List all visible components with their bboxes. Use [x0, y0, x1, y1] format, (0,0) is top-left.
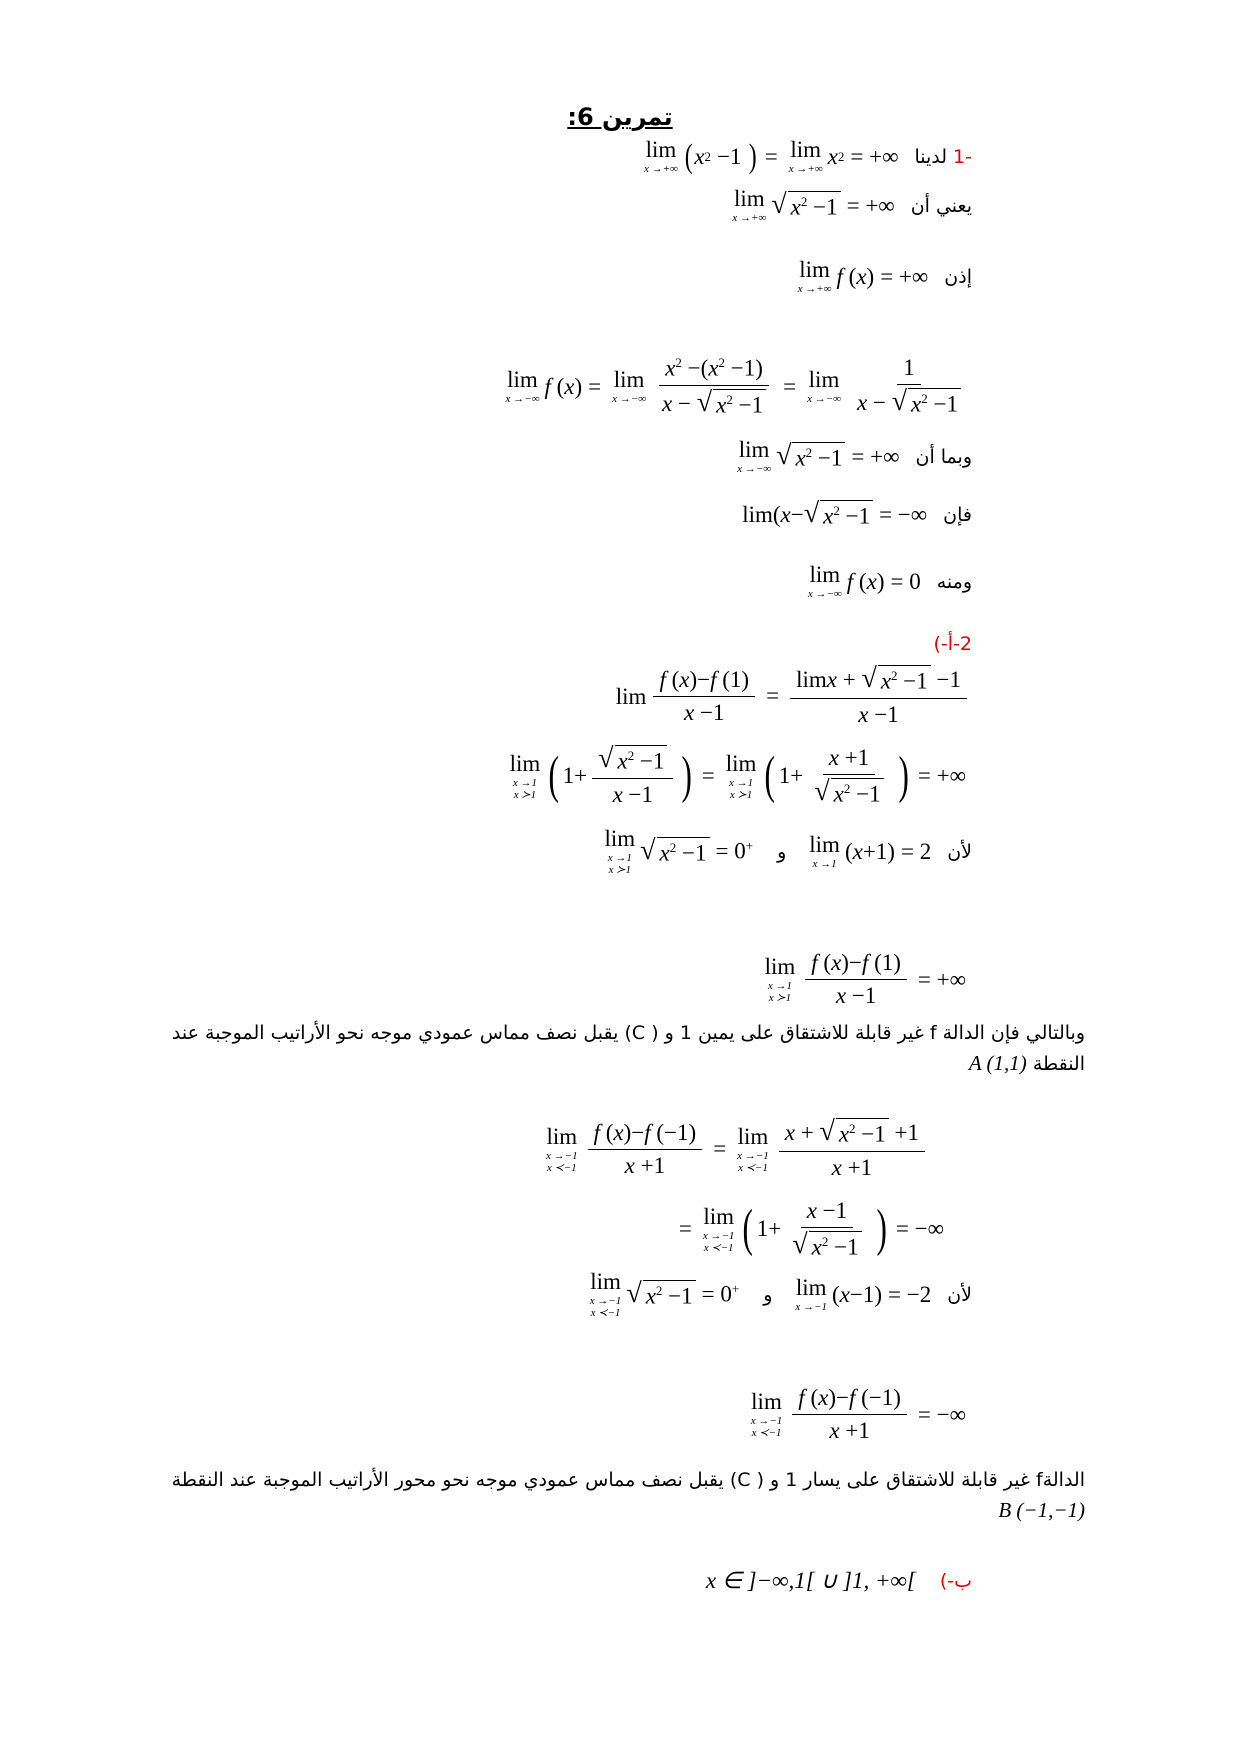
exercise-title: تمرين 6:	[567, 103, 673, 131]
line-derivative-right-1: lim x →1 x ≻1 ( 1+ √ $x^2 -1$ x −1 ) = lim x →1 x ≻1 ( 1+ x +1 √ $x^2 -1$ ) = +∞	[509, 743, 966, 807]
line-question-2b	[706, 1568, 972, 1594]
line-lim-x2-minus-1: lim x →+∞ ( x 2 −1 ) = lim x →+∞ x 2 = +∞ لدينا -1	[644, 137, 972, 175]
line-result-left-m1: lim x →−1 x ≺−1 $\frac{f (x)-f (-1)}{x +1}$ = −∞	[750, 1385, 966, 1443]
line-lim-f-minf-zero: lim x →−∞ f ( x ) = 0 ومنه	[807, 562, 972, 600]
line-result-right-1: lim x →1 x ≻1 $\frac{f (x)-f (1)}{x -1}$ = +∞	[764, 950, 966, 1008]
line-lim-f-pinf: lim x →+∞ f ( x ) = +∞ إذن	[797, 257, 972, 295]
line-lim-sqrt-pinf: lim x →+∞ √ $x^2 -1$ = +∞ يعني أن	[732, 186, 972, 224]
label-we-have: لدينا	[914, 145, 948, 168]
label-and-1: و	[777, 840, 787, 863]
line-because-left-m1: lim x →−1 x ≺−1 √ $x^2 -1$ = 0+ و lim x →−1 ( x −1) = −2 لأن	[589, 1269, 972, 1319]
line-lim-sqrt-minf: lim x →−∞ √ $x^2 -1$ = +∞ وبما أن	[737, 437, 972, 475]
label-since: وبما أن	[915, 445, 972, 468]
line-because-right-1: lim x →1 x ≻1 √ $x^2 -1$ = 0+ و lim x →1 ( x +1) = 2 لأن	[604, 826, 972, 876]
paragraph-left-m1: الدالةf غير قابلة للاشتقاق على يسار 1 و ( C) يقبل نصف مماس عمودي موجه نحو محور الأراتيب الموجبة عند النقطة B (−1,−1)	[171, 1469, 1085, 1522]
domain-expression: x ∈ ]−∞,1[ ∪ ]1, +∞[	[705, 1568, 916, 1593]
label-question-2b: ب-)	[939, 1570, 972, 1592]
line-lim-x-minus-sqrt: lim( x − √ $x^2 -1$ = −∞ فإن	[742, 498, 972, 529]
paragraph-right-1: وبالتالي فإن الدالة f غير قابلة للاشتقاق على يمين 1 و ( C) يقبل نصف مماس عمودي موجه نحو الأراتيب الموجبة عند النقطة A (1,1)	[171, 1022, 1085, 1075]
line-lim-f-minf-conjugate: lim x →−∞ f ( x ) = lim x →−∞ $x^2 -(x^2 -1)$ x − √ $x^2 -1$ = lim x →−∞ 1 x − √ $x^2 -1$	[501, 355, 972, 418]
label-so: فإن	[943, 503, 972, 526]
label-because-1: لأن	[947, 840, 972, 863]
line-derivative-left-m1-b: = lim x →−1 x ≺−1 ( 1+ x −1 √ $x^2 -1$ ) = −∞	[678, 1198, 944, 1260]
line-derivative-left-m1: lim x →−1 x ≺−1 $\frac{f (x)-f (-1)}{x +1}$ = lim x →−1 x ≺−1 x + √ $x^2 -1$ +1 x +1	[541, 1118, 930, 1181]
label-means: يعني أن	[910, 194, 972, 217]
label-question-1: -1	[953, 145, 972, 168]
label-hence: ومنه	[936, 570, 972, 593]
label-question-2a-row	[934, 633, 973, 655]
label-then: إذن	[944, 265, 972, 288]
line-derivative-quotient-1: lim $\frac{f (x)-f (1)}{x -1}$ = limx + √ $x^2 -1$ −1 x −1	[611, 665, 972, 728]
label-because-2: لأن	[947, 1283, 972, 1306]
label-question-2a: 2-أ-)	[933, 633, 972, 655]
label-and-2: و	[763, 1283, 773, 1306]
